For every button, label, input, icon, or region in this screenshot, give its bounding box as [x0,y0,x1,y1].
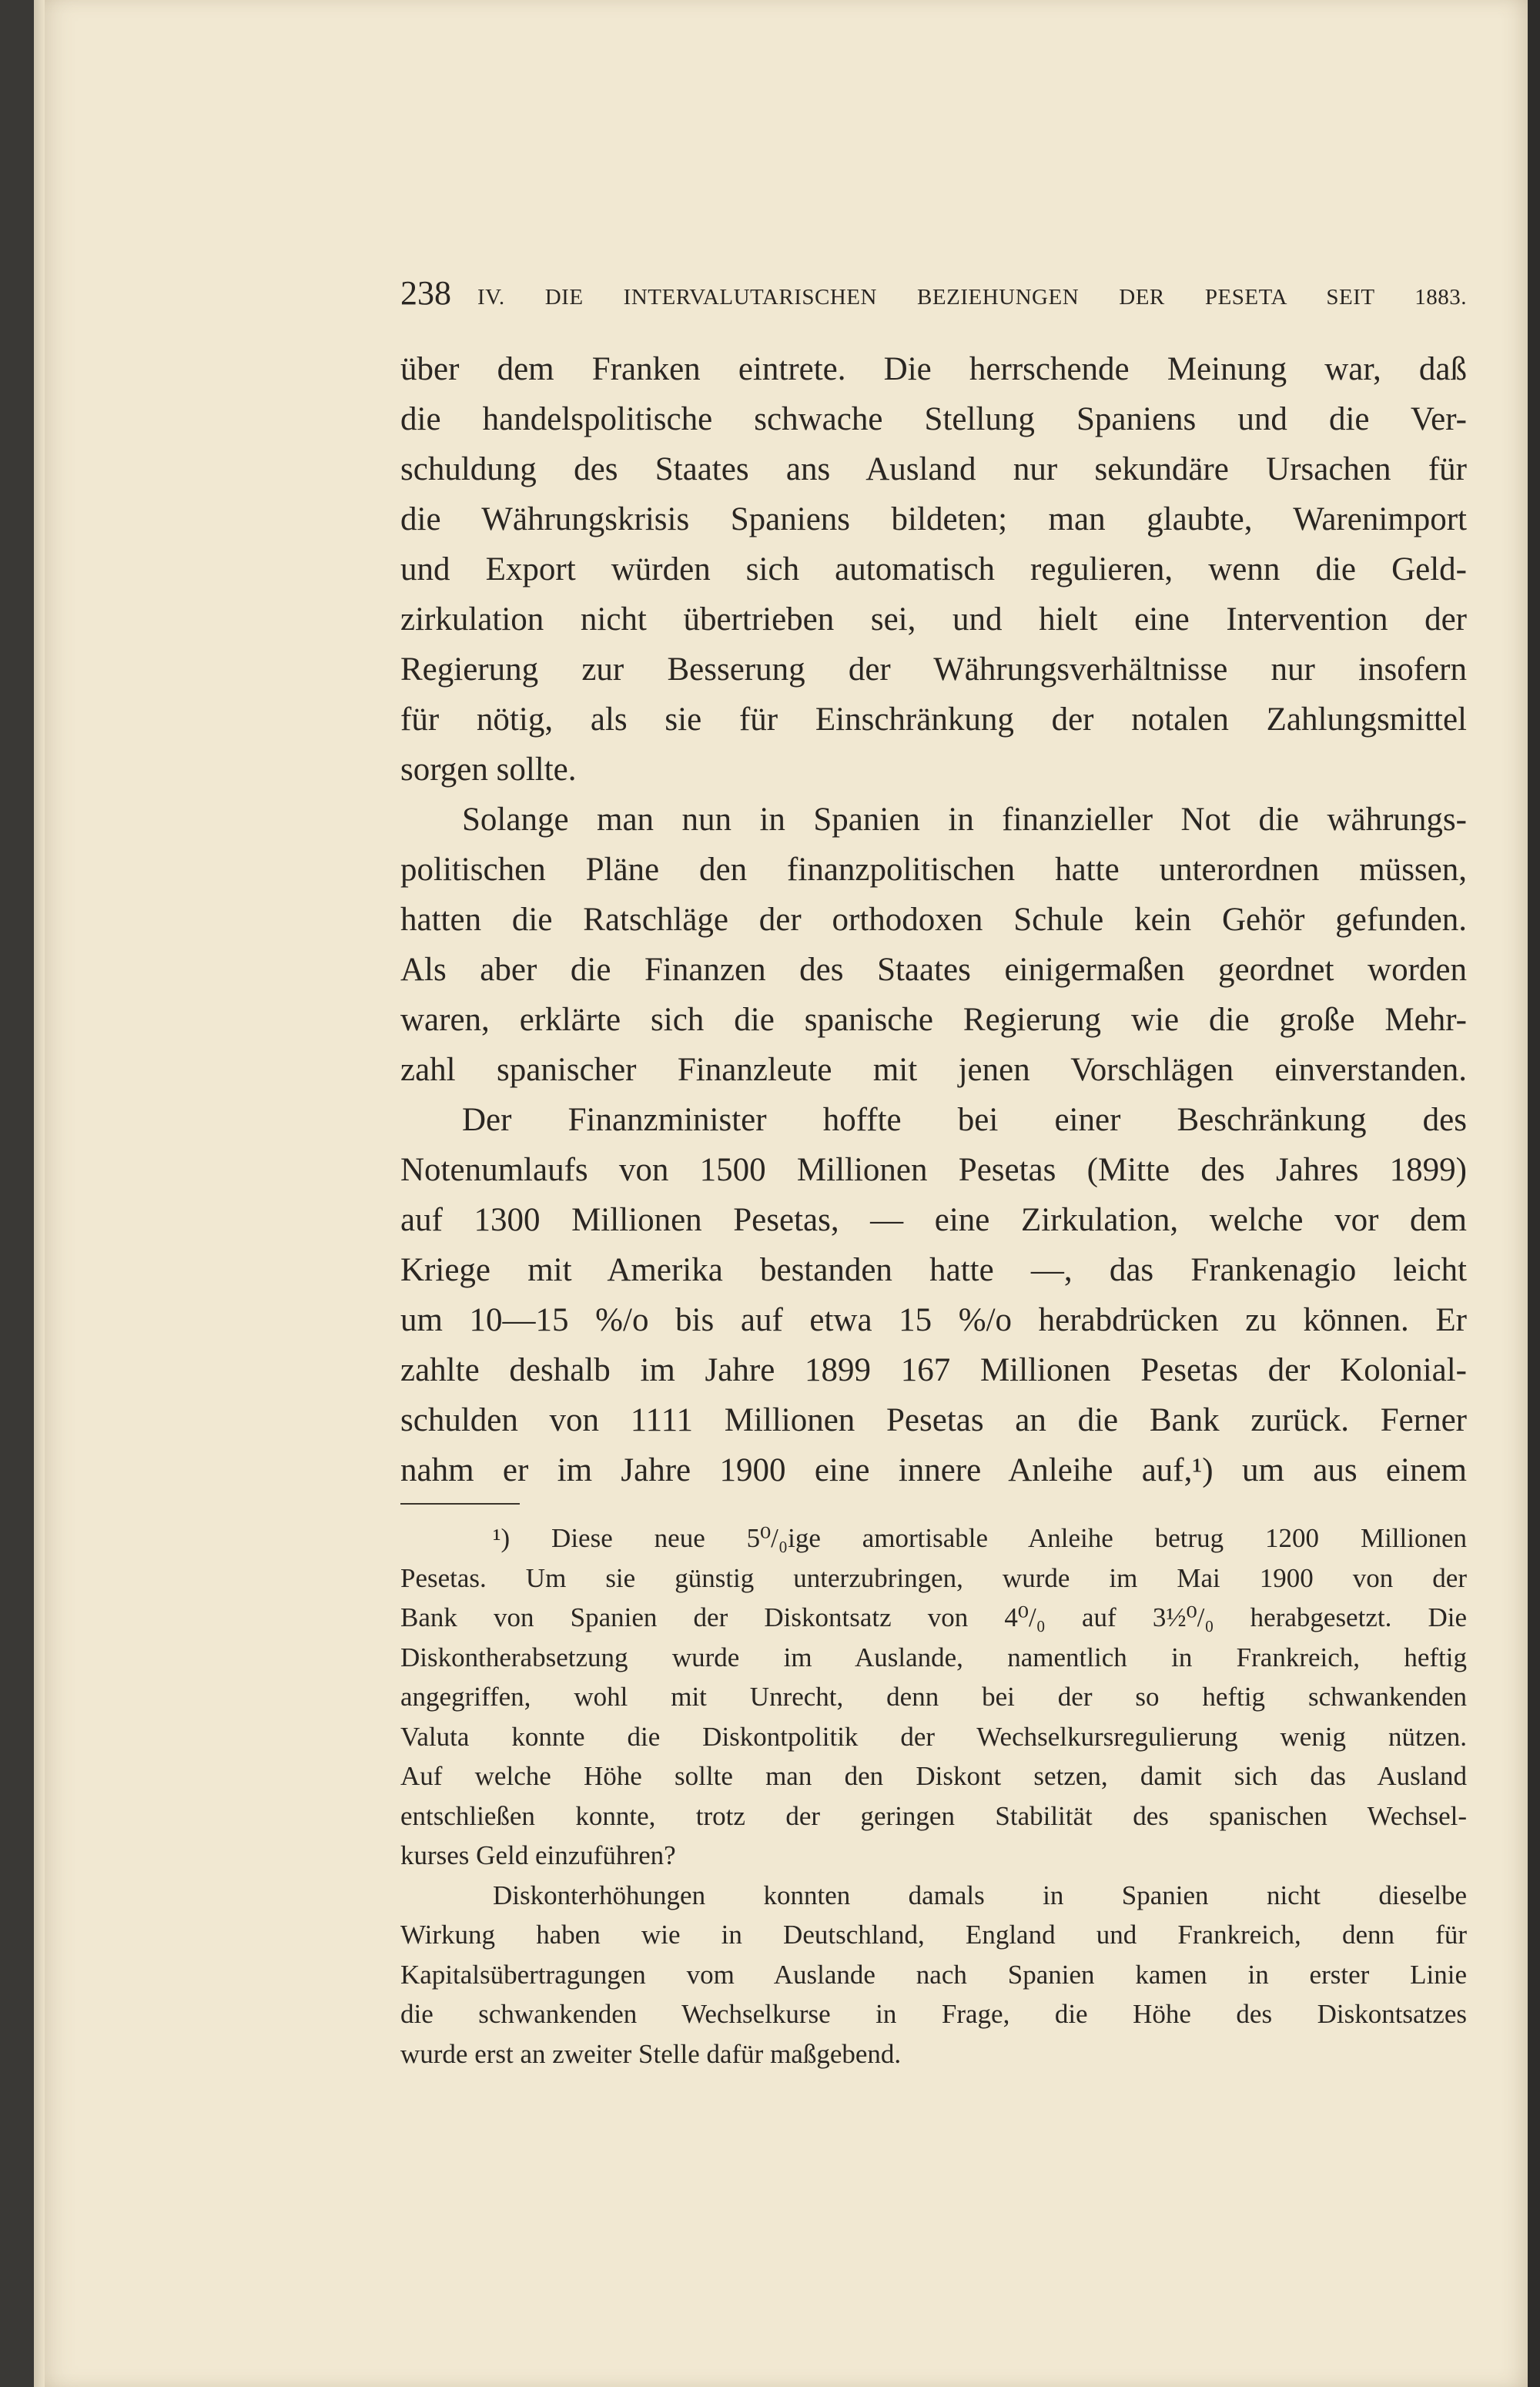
footnote-line: die schwankenden Wechselkurse in Frage, die Höhe des Diskontsatzes [400,1999,1467,2029]
footnote-line: Wirkung haben wie in Deutschland, England und Frankreich, denn für [400,1920,1467,1950]
scan-border [1528,0,1540,2387]
text-line: Regierung zur Besserung der Währungsverhältnisse nur insofern [400,651,1467,688]
footnote-line: wurde erst an zweiter Stelle dafür maßgebend. [400,2038,902,2069]
text-line: schuldung des Staates ans Ausland nur sekundäre Ursachen für [400,451,1467,487]
main-text [400,344,1467,1495]
text-line: nahm er im Jahre 1900 eine innere Anleihe auf,¹) um aus einem [400,1452,1467,1488]
footnote-line: angegriffen, wohl mit Unrecht, denn bei der so heftig schwankenden [400,1682,1467,1712]
text-line: um 10—15 %/o bis auf etwa 15 %/o herabdrücken zu können. Er [400,1302,1467,1338]
footnote-line: entschließen konnte, trotz der geringen Stabilität des spanischen Wechsel- [400,1800,1467,1831]
footnote-line: Valuta konnte die Diskontpolitik der Wechselkursregulierung wenig nützen. [400,1721,1467,1752]
text-line: über dem Franken eintrete. Die herrschende Meinung war, daß [400,351,1467,387]
footnote-separator [400,1503,520,1505]
text-line: zahlte deshalb im Jahre 1899 167 Millionen Pesetas der Kolonial- [400,1352,1467,1388]
text-line: Solange man nun in Spanien in finanzieller Not die währungs- [462,802,1467,838]
text-line: Kriege mit Amerika bestanden hatte —, das Frankenagio leicht [400,1252,1467,1288]
text-line: zirkulation nicht übertrieben sei, und hielt eine Intervention der [400,601,1467,638]
footnote-line: kurses Geld einzuführen? [400,1840,676,1870]
text-line: Als aber die Finanzen des Staates einigermaßen geordnet worden [400,952,1467,988]
footnote-line: Diskonterhöhungen konnten damals in Spanien nicht dieselbe [493,1880,1467,1910]
text-line: und Export würden sich automatisch regulieren, wenn die Geld- [400,551,1467,588]
text-line: auf 1300 Millionen Pesetas, — eine Zirkulation, welche vor dem [400,1202,1467,1238]
footnote-line: ¹) Diese neue 5⁰/₀ige amortisable Anleihe betrug 1200 Millionen [493,1523,1467,1553]
page-header [400,273,1467,313]
footnote-line: Diskontherabsetzung wurde im Auslande, namentlich in Frankreich, heftig [400,1642,1467,1672]
footnote-line: Kapitalsübertragungen vom Auslande nach Spanien kamen in erster Linie [400,1959,1467,1990]
text-line: sorgen sollte. [400,752,577,788]
text-line: Der Finanzminister hoffte bei einer Beschränkung des [462,1102,1467,1138]
text-line: hatten die Ratschläge der orthodoxen Schule kein Gehör gefunden. [400,902,1467,938]
text-line: schulden von 1111 Millionen Pesetas an die Bank zurück. Ferner [400,1402,1467,1438]
footnote-line: Auf welche Höhe sollte man den Diskont setzen, damit sich das Ausland [400,1761,1467,1791]
page-number: 238 [400,274,451,312]
running-title: IV. DIE INTERVALUTARISCHEN BEZIEHUNGEN DER PESETA SEIT 1883. [477,285,1467,310]
text-line: waren, erklärte sich die spanische Regierung wie die große Mehr- [400,1002,1467,1038]
footnote-line: Pesetas. Um sie günstig unterzubringen, wurde im Mai 1900 von der [400,1562,1467,1593]
footnotes [400,1518,1467,2074]
text-line: die Währungskrisis Spaniens bildeten; man glaubte, Warenimport [400,501,1467,537]
text-line: für nötig, als sie für Einschränkung der notalen Zahlungsmittel [400,701,1467,738]
page-gutter-edge [34,0,45,2387]
text-line: zahl spanischer Finanzleute mit jenen Vorschlägen einverstanden. [400,1052,1467,1088]
footnote-line: Bank von Spanien der Diskontsatz von 4⁰/₀ auf 3½⁰/₀ herabgesetzt. Die [400,1602,1467,1632]
text-line: Notenumlaufs von 1500 Millionen Pesetas (Mitte des Jahres 1899) [400,1152,1467,1188]
text-line: politischen Pläne den finanzpolitischen hatte unterordnen müssen, [400,852,1467,888]
text-line: die handelspolitische schwache Stellung Spaniens und die Ver- [400,401,1467,437]
